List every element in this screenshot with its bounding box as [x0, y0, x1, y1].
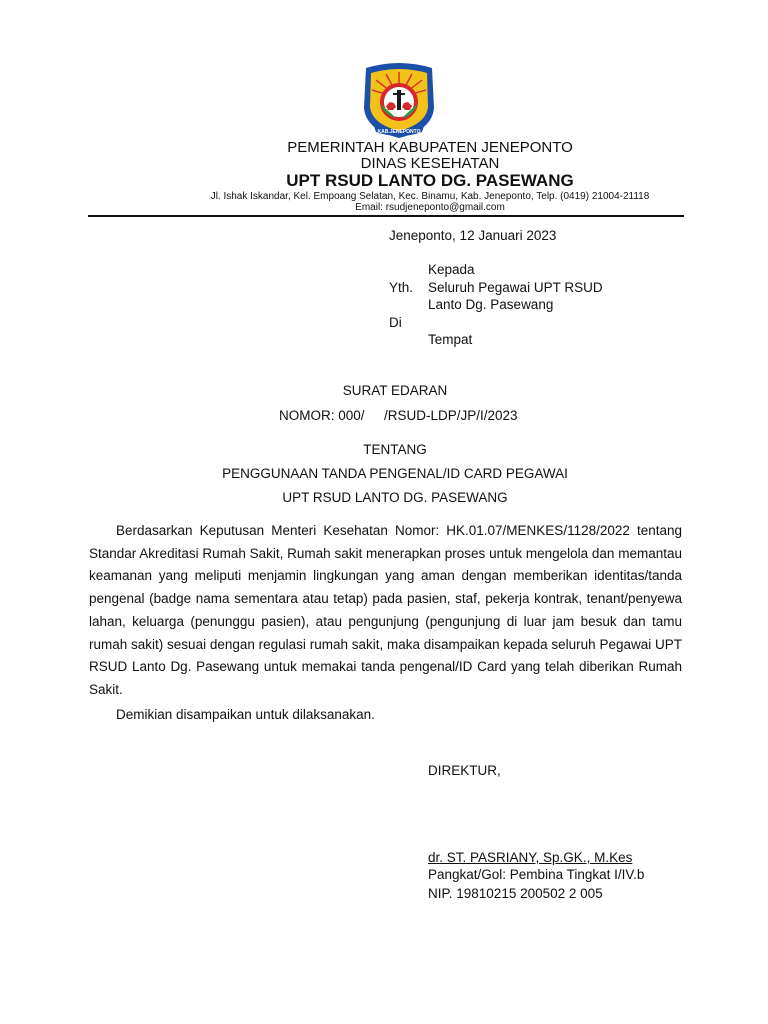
tentang-heading: TENTANG	[363, 442, 427, 457]
subject-line-2: UPT RSUD LANTO DG. PASEWANG	[282, 490, 508, 505]
subject-line-1: PENGGUNAAN TANDA PENGENAL/ID CARD PEGAWAI	[222, 466, 568, 481]
body-paragraph: Berdasarkan Keputusan Menteri Kesehatan Nomor: HK.01.07/MENKES/1128/2022 tentang Standar Akreditasi Rumah Sakit, Rumah sakit menerapkan proses untuk mengelola dan memantau keamanan yang meliputi menjamin lingkungan yang aman dengan memberikan identitas/tanda pengenal (badge nama sementara atau tetap) pada pasien, staf, pekerja kontrak, tenant/penyewa lahan, keluarga (penunggu pasien), atau pengunjung (pengunjung di luar jam besuk dan tamu rumah sakit) sesuai dengan regulasi rumah sakit, maka disampaikan kepada seluruh Pegawai UPT RSUD Lanto Dg. Pasewang untuk memakai tanda pengenal/ID Card yang telah diberikan Rumah Sakit.	[89, 523, 682, 697]
agency-name: DINAS KESEHATAN	[360, 155, 500, 172]
recipient-line-2: Lanto Dg. Pasewang	[428, 297, 554, 312]
document-title: SURAT EDARAN	[342, 383, 448, 398]
gov-name: PEMERINTAH KABUPATEN JENEPONTO	[287, 139, 573, 156]
crest-banner-text: KAB.JENEPONTO	[377, 129, 421, 135]
recipient-line-1: Seluruh Pegawai UPT RSUD	[428, 280, 603, 295]
yth-label: Yth.	[389, 280, 414, 295]
letterhead-divider	[88, 215, 684, 217]
document-number-prefix: NOMOR: 000/	[279, 408, 365, 423]
hospital-address: Jl. Ishak Iskandar, Kel. Empoang Selatan, Kec. Binamu, Kab. Jeneponto, Telp. (0419) 21004-21118	[210, 191, 650, 202]
hospital-name: UPT RSUD LANTO DG. PASEWANG	[286, 171, 574, 190]
kepada-label: Kepada	[428, 262, 475, 277]
signatory-name: dr. ST. PASRIANY, Sp.GK., M.Kes	[428, 850, 633, 865]
jeneponto-crest-logo	[356, 60, 442, 140]
document-number-suffix: /RSUD-LDP/JP/I/2023	[384, 408, 518, 423]
hospital-email: Email: rsudjeneponto@gmail.com	[355, 202, 505, 213]
signatory-rank: Pangkat/Gol: Pembina Tingkat I/IV.b	[428, 867, 645, 882]
signatory-title: DIREKTUR,	[428, 763, 501, 778]
signatory-nip: NIP. 19810215 200502 2 005	[428, 886, 603, 901]
tempat-label: Tempat	[428, 332, 473, 347]
di-label: Di	[389, 315, 402, 330]
closing-sentence: Demikian disampaikan untuk dilaksanakan.	[116, 707, 375, 722]
letter-date: Jeneponto, 12 Januari 2023	[389, 228, 557, 243]
